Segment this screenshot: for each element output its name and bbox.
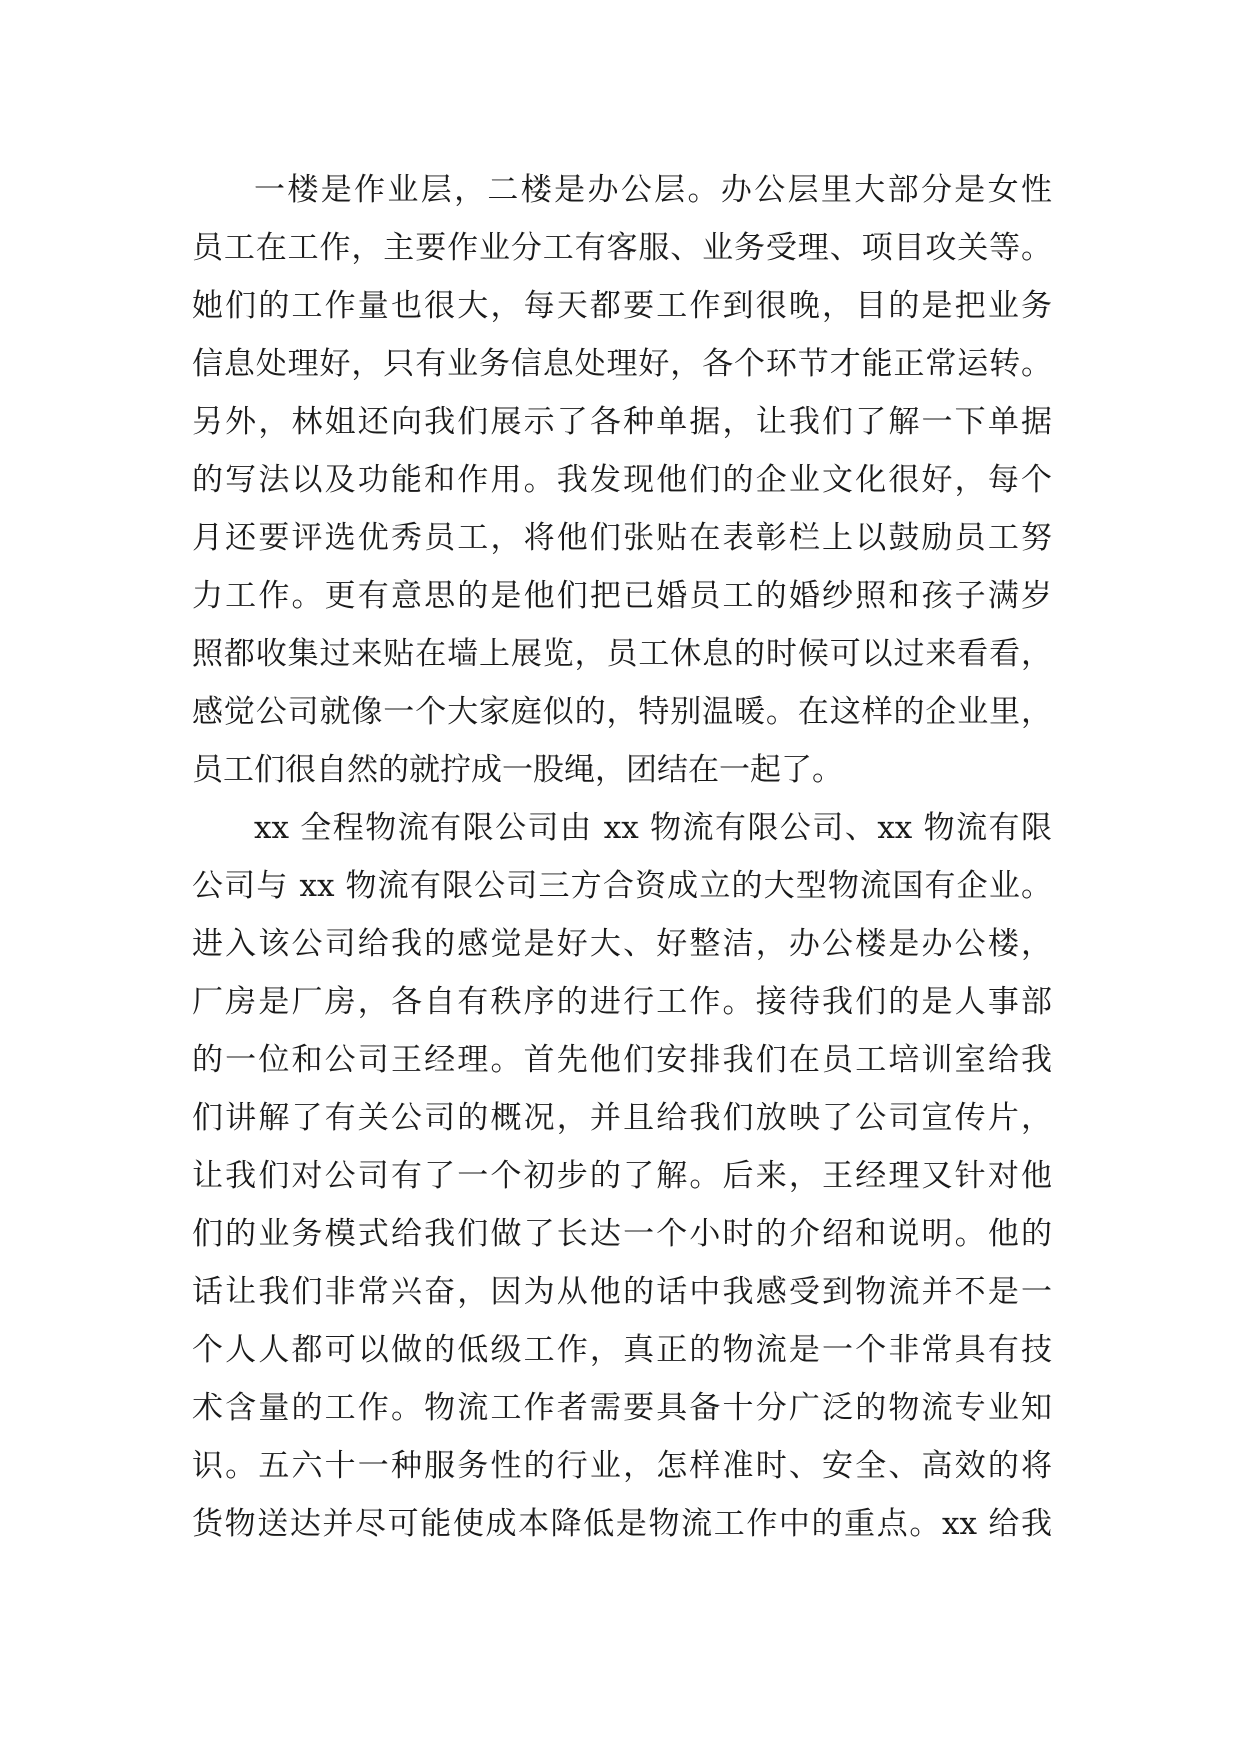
text-line: 个人人都可以做的低级工作，真正的物流是一个非常具有技: [192, 1332, 1052, 1368]
text-line: 照都收集过来贴在墙上展览，员工休息的时候可以过来看看，: [192, 636, 1052, 672]
text-line: 员工在工作，主要作业分工有客服、业务受理、项目攻关等。: [192, 230, 1052, 266]
text-line: xx 全程物流有限公司由 xx 物流有限公司、xx 物流有限: [254, 810, 1052, 846]
paragraph-1: [192, 161, 1052, 799]
text-line: 的写法以及功能和作用。我发现他们的企业文化很好，每个: [192, 462, 1052, 498]
body-text: [192, 161, 1052, 1553]
text-line: 们讲解了有关公司的概况，并且给我们放映了公司宣传片，: [192, 1100, 1052, 1136]
text-line: 的一位和公司王经理。首先他们安排我们在员工培训室给我: [192, 1042, 1052, 1078]
text-line: 让我们对公司有了一个初步的了解。后来，王经理又针对他: [192, 1158, 1052, 1194]
text-line: 她们的工作量也很大，每天都要工作到很晚，目的是把业务: [192, 288, 1052, 324]
text-line: 术含量的工作。物流工作者需要具备十分广泛的物流专业知: [192, 1390, 1052, 1426]
text-line: 话让我们非常兴奋，因为从他的话中我感受到物流并不是一: [192, 1274, 1052, 1310]
text-line: 厂房是厂房，各自有秩序的进行工作。接待我们的是人事部: [192, 984, 1052, 1020]
text-line: 识。五六十一种服务性的行业，怎样准时、安全、高效的将: [192, 1448, 1052, 1484]
text-line: 们的业务模式给我们做了长达一个小时的介绍和说明。他的: [192, 1216, 1052, 1252]
text-line: 力工作。更有意思的是他们把已婚员工的婚纱照和孩子满岁: [192, 578, 1052, 614]
text-line: 员工们很自然的就拧成一股绳，团结在一起了。: [192, 752, 843, 788]
text-line: 货物送达并尽可能使成本降低是物流工作中的重点。xx 给我: [192, 1506, 1052, 1542]
text-line: 公司与 xx 物流有限公司三方合资成立的大型物流国有企业。: [192, 868, 1052, 904]
text-line: 一楼是作业层，二楼是办公层。办公层里大部分是女性: [254, 172, 1052, 208]
paragraph-2: [192, 799, 1052, 1553]
text-line: 月还要评选优秀员工，将他们张贴在表彰栏上以鼓励员工努: [192, 520, 1052, 556]
text-line: 进入该公司给我的感觉是好大、好整洁，办公楼是办公楼，: [192, 926, 1052, 962]
text-line: 信息处理好，只有业务信息处理好，各个环节才能正常运转。: [192, 346, 1052, 382]
text-line: 感觉公司就像一个大家庭似的，特别温暖。在这样的企业里，: [192, 694, 1052, 730]
text-line: 另外，林姐还向我们展示了各种单据，让我们了解一下单据: [192, 404, 1052, 440]
